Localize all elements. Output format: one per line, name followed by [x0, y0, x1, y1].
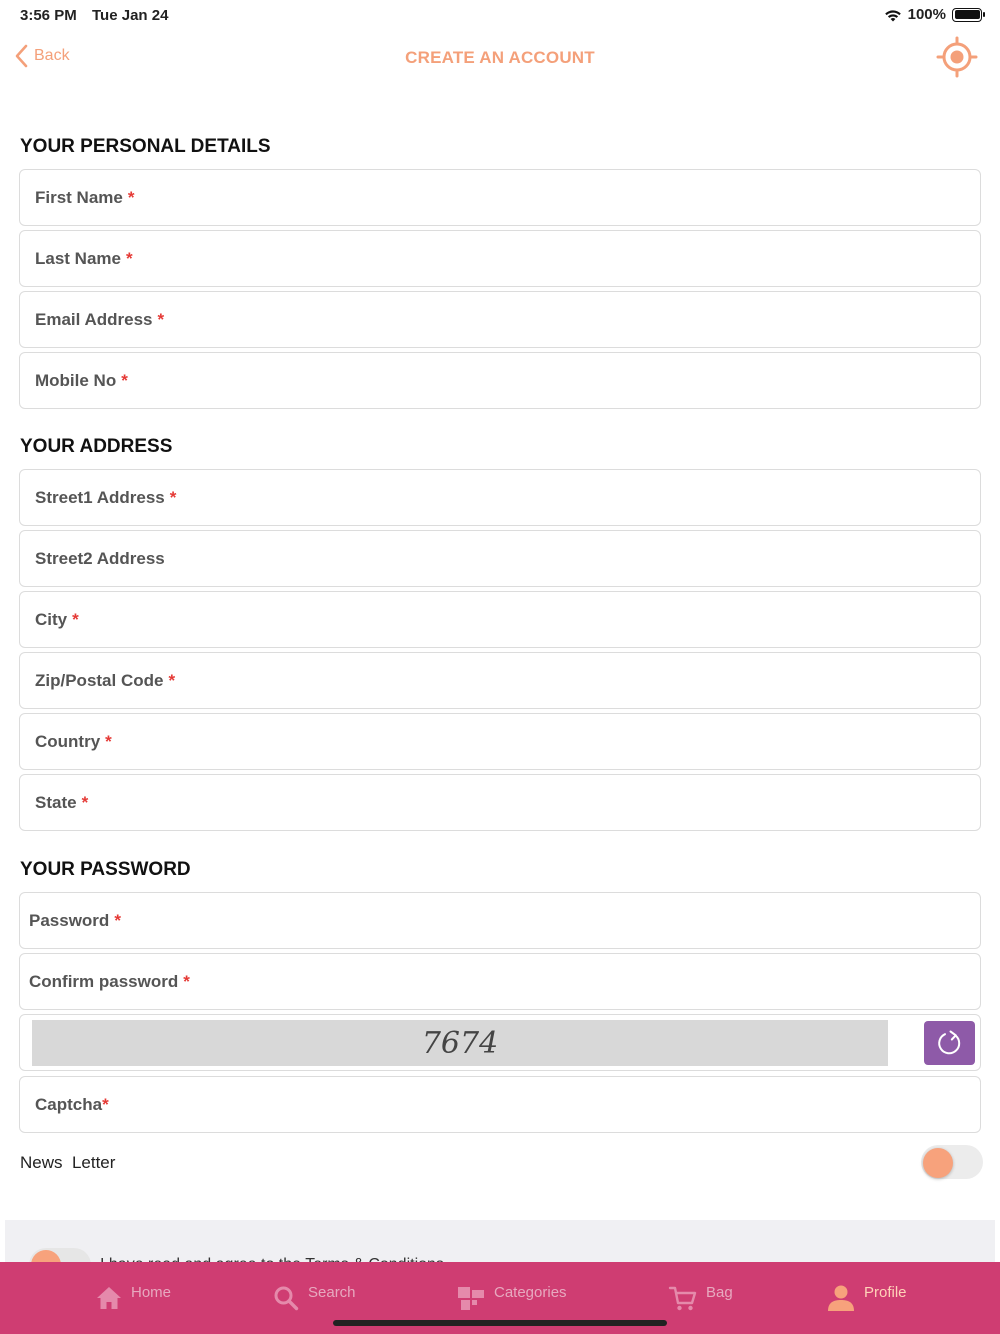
first-name-label: First Name * — [35, 187, 135, 207]
newsletter-toggle[interactable] — [921, 1145, 983, 1179]
required-mark: * — [102, 1094, 109, 1114]
captcha-image: 7674 — [32, 1020, 888, 1066]
zip-field[interactable] — [19, 652, 981, 709]
zip-label: Zip/Postal Code * — [35, 670, 176, 690]
required-mark: * — [168, 670, 176, 690]
tab-label: Profile — [864, 1283, 907, 1301]
tab-bag[interactable] — [668, 1262, 733, 1322]
street1-label: Street1 Address * — [35, 487, 177, 507]
mobile-label: Mobile No * — [35, 370, 128, 390]
cart-icon — [668, 1284, 698, 1312]
section-title-address: YOUR ADDRESS — [20, 436, 173, 457]
state-label: State * — [35, 792, 89, 812]
tab-label: Search — [308, 1283, 356, 1301]
first-name-field[interactable] — [19, 169, 981, 226]
last-name-label: Last Name * — [35, 248, 133, 268]
back-label: Back — [34, 47, 70, 64]
required-mark: * — [127, 187, 135, 207]
tab-profile[interactable] — [826, 1262, 907, 1322]
country-field[interactable] — [19, 713, 981, 770]
required-mark: * — [121, 370, 128, 390]
email-label: Email Address * — [35, 309, 165, 329]
required-mark: * — [169, 487, 177, 507]
categories-icon — [456, 1284, 486, 1312]
page-title: CREATE AN ACCOUNT — [405, 48, 595, 67]
mobile-field[interactable] — [19, 352, 981, 409]
confirm-password-label: Confirm password * — [29, 971, 190, 991]
wifi-icon — [884, 8, 902, 22]
captcha-refresh-button[interactable] — [924, 1021, 975, 1065]
toggle-knob — [923, 1148, 953, 1178]
password-field[interactable] — [19, 892, 981, 949]
captcha-box — [19, 1014, 981, 1071]
street2-label: Street2 Address — [35, 548, 165, 568]
tab-label: Home — [131, 1283, 172, 1301]
required-mark: * — [105, 731, 112, 751]
search-icon — [272, 1284, 300, 1312]
battery-percent: 100% — [907, 6, 946, 23]
captcha-field[interactable] — [19, 1076, 981, 1133]
location-target-icon[interactable] — [936, 36, 978, 78]
required-mark: * — [72, 609, 79, 629]
state-field[interactable] — [19, 774, 981, 831]
status-time: 3:56 PM — [20, 7, 77, 24]
section-title-password: YOUR PASSWORD — [20, 859, 191, 880]
tab-categories[interactable] — [456, 1262, 567, 1322]
required-mark: * — [125, 248, 133, 268]
navigation-bar — [0, 36, 1000, 80]
street1-field[interactable] — [19, 469, 981, 526]
status-date: Tue Jan 24 — [92, 7, 169, 24]
required-mark: * — [81, 792, 89, 812]
status-indicators — [884, 6, 982, 23]
tab-home[interactable] — [95, 1262, 171, 1322]
required-mark: * — [157, 309, 165, 329]
section-title-personal-details: YOUR PERSONAL DETAILS — [20, 136, 271, 157]
tab-search[interactable] — [272, 1262, 356, 1322]
home-icon — [95, 1284, 123, 1312]
required-mark: * — [114, 910, 121, 930]
city-field[interactable] — [19, 591, 981, 648]
newsletter-row — [20, 1143, 982, 1183]
newsletter-label: News Letter — [20, 1153, 116, 1172]
refresh-icon — [936, 1029, 964, 1057]
profile-icon — [826, 1283, 856, 1313]
last-name-field[interactable] — [19, 230, 981, 287]
home-indicator — [333, 1320, 667, 1326]
city-label: City * — [35, 609, 79, 629]
captcha-label: Captcha* — [35, 1094, 109, 1114]
battery-icon — [952, 8, 982, 22]
required-mark: * — [183, 971, 190, 991]
tab-label: Categories — [494, 1283, 567, 1301]
confirm-password-field[interactable] — [19, 953, 981, 1010]
status-bar — [0, 0, 1000, 30]
email-field[interactable] — [19, 291, 981, 348]
password-label: Password * — [29, 910, 121, 930]
street2-field[interactable] — [19, 530, 981, 587]
country-label: Country * — [35, 731, 112, 751]
tab-label: Bag — [706, 1283, 733, 1301]
